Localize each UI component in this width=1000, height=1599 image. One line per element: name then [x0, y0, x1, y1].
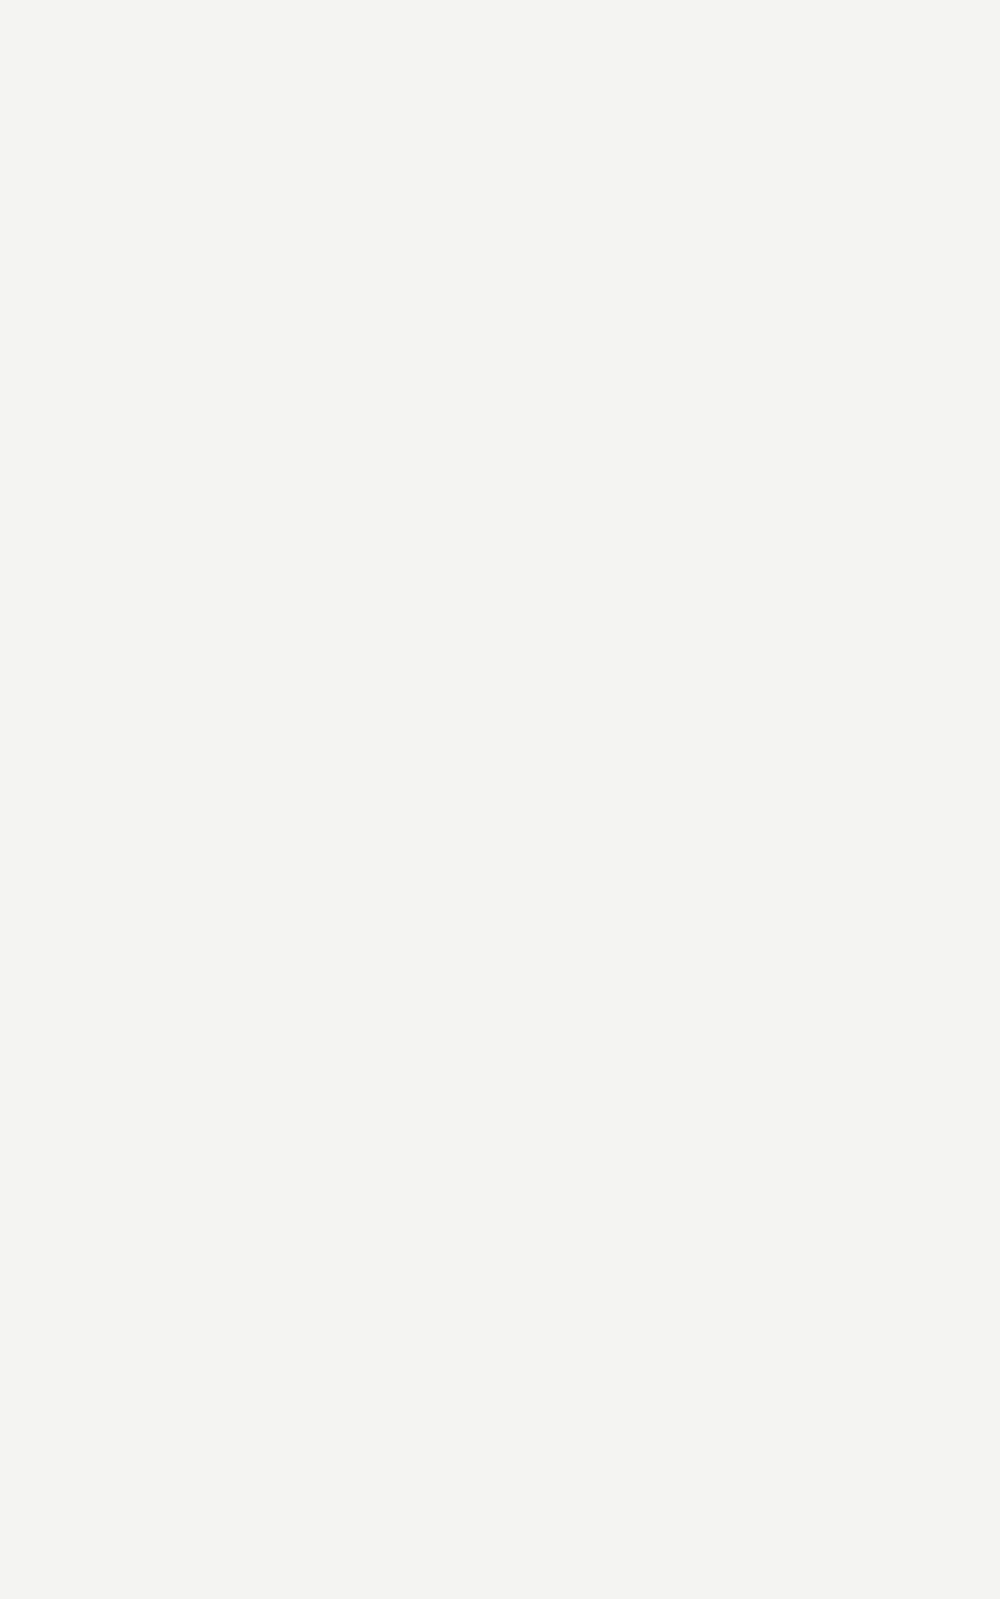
column-headers	[690, 205, 830, 223]
